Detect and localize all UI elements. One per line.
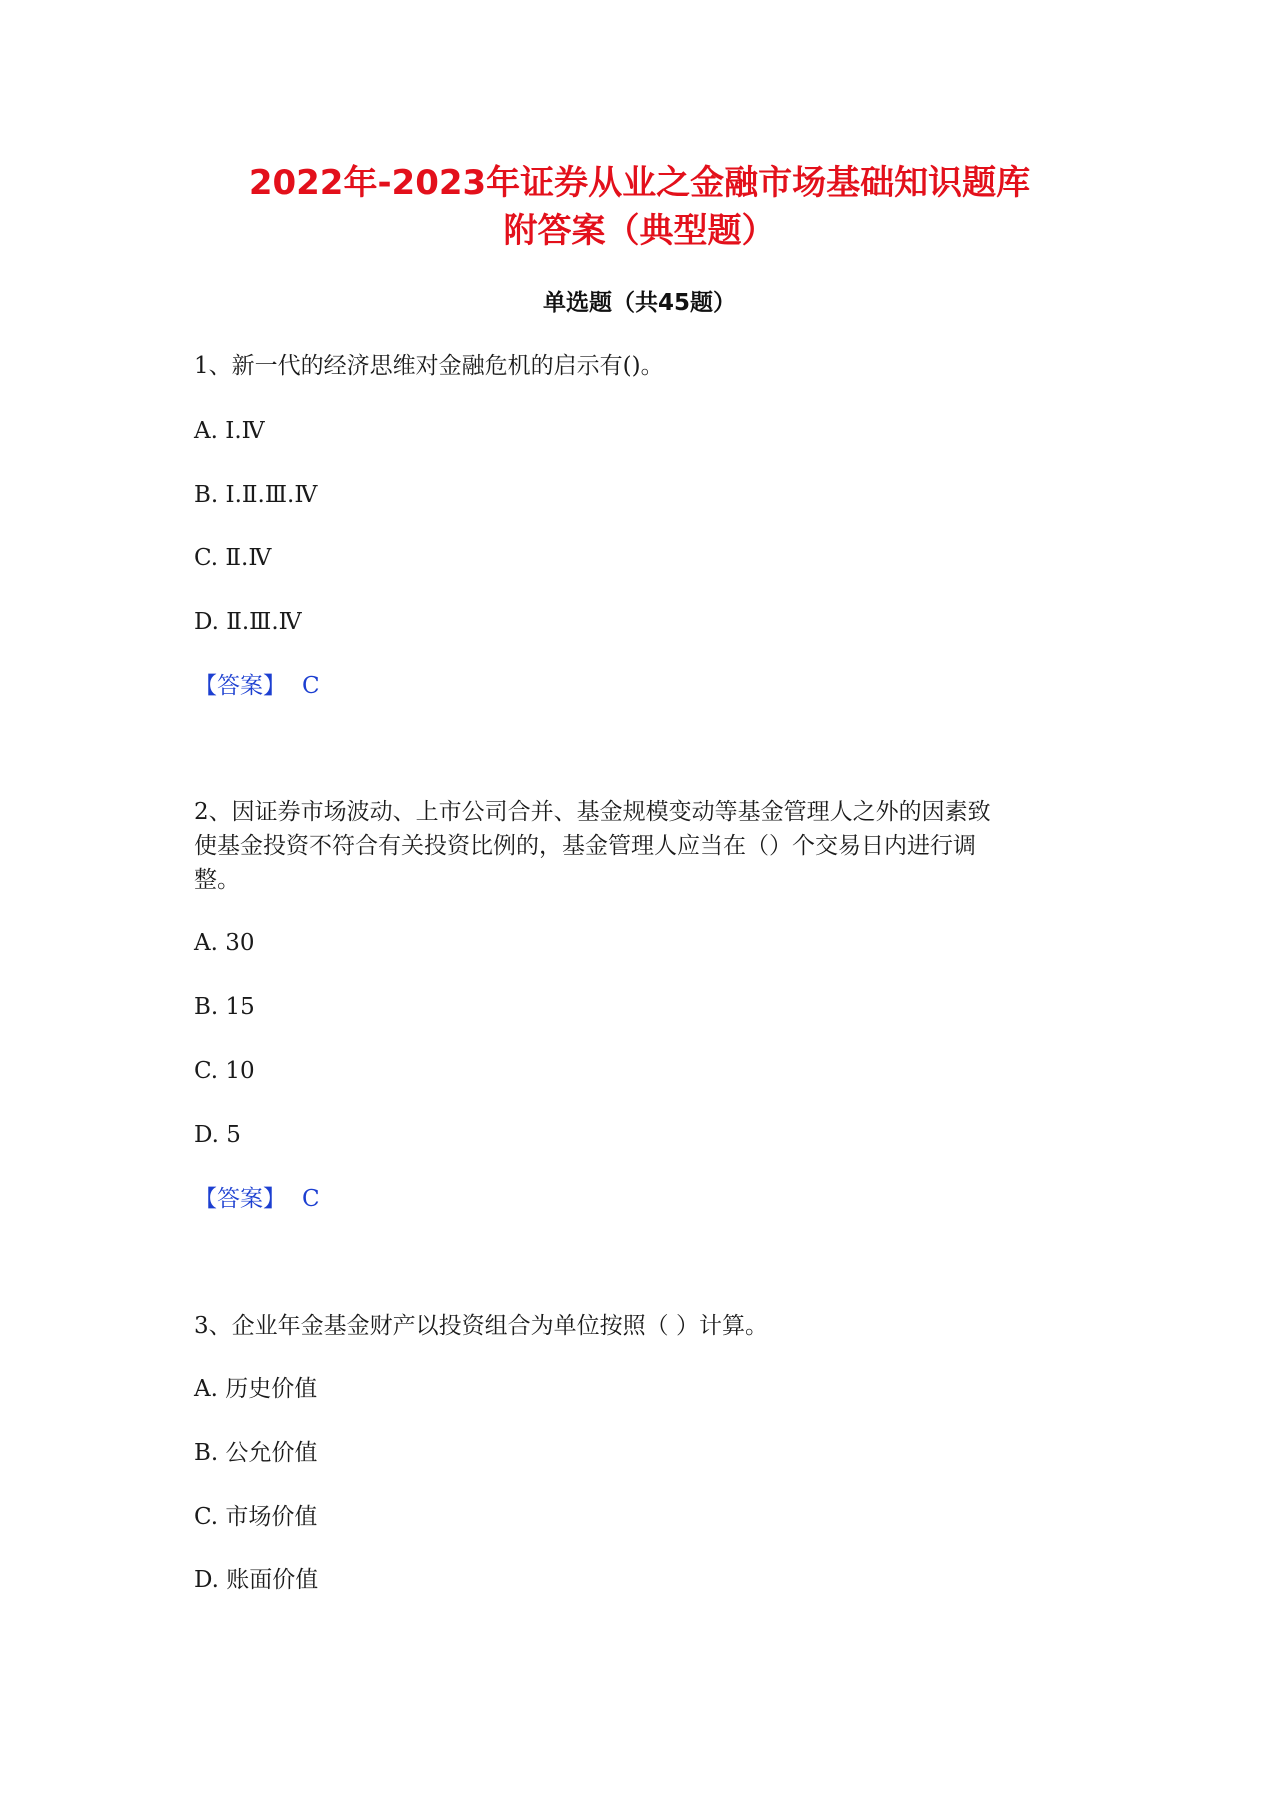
document-title-line-1: 2022年-2023年证券从业之金融市场基础知识题库 bbox=[248, 163, 1031, 203]
question-1-option-b: B. Ⅰ.Ⅱ.Ⅲ.Ⅳ bbox=[194, 482, 318, 508]
question-1-option-c: C. Ⅱ.Ⅳ bbox=[194, 545, 272, 571]
question-2-stem-line-3: 整。 bbox=[194, 867, 240, 893]
answer-value: C bbox=[302, 1186, 320, 1212]
question-2-option-b: B. 15 bbox=[194, 994, 255, 1020]
question-2-answer bbox=[194, 1184, 320, 1214]
question-3-option-c: C. 市场价值 bbox=[194, 1504, 318, 1530]
question-3-option-a: A. 历史价值 bbox=[194, 1376, 318, 1402]
document-title-line-2: 附答案（典型题） bbox=[503, 211, 776, 251]
question-3-option-d: D. 账面价值 bbox=[194, 1567, 319, 1593]
question-1-option-d: D. Ⅱ.Ⅲ.Ⅳ bbox=[194, 609, 302, 635]
question-2-option-c: C. 10 bbox=[194, 1058, 255, 1084]
question-2-stem-line-1: 2、因证券市场波动、上市公司合并、基金规模变动等基金管理人之外的因素致 bbox=[194, 799, 991, 825]
question-3-stem: 3、企业年金基金财产以投资组合为单位按照（ ）计算。 bbox=[194, 1313, 768, 1339]
question-1-option-a: A. Ⅰ.Ⅳ bbox=[194, 418, 265, 444]
question-2-option-d: D. 5 bbox=[194, 1122, 241, 1148]
answer-value: C bbox=[302, 673, 320, 699]
question-2-stem-line-2: 使基金投资不符合有关投资比例的，基金管理人应当在（）个交易日内进行调 bbox=[194, 833, 976, 859]
question-3-option-b: B. 公允价值 bbox=[194, 1440, 318, 1466]
question-1-answer bbox=[194, 671, 320, 701]
question-1-stem: 1、新一代的经济思维对金融危机的启示有()。 bbox=[194, 353, 664, 379]
question-2-option-a: A. 30 bbox=[194, 930, 255, 956]
section-heading: 单选题（共45题） bbox=[542, 290, 736, 316]
answer-tag: 【答案】 bbox=[194, 1186, 286, 1212]
answer-tag: 【答案】 bbox=[194, 673, 286, 699]
